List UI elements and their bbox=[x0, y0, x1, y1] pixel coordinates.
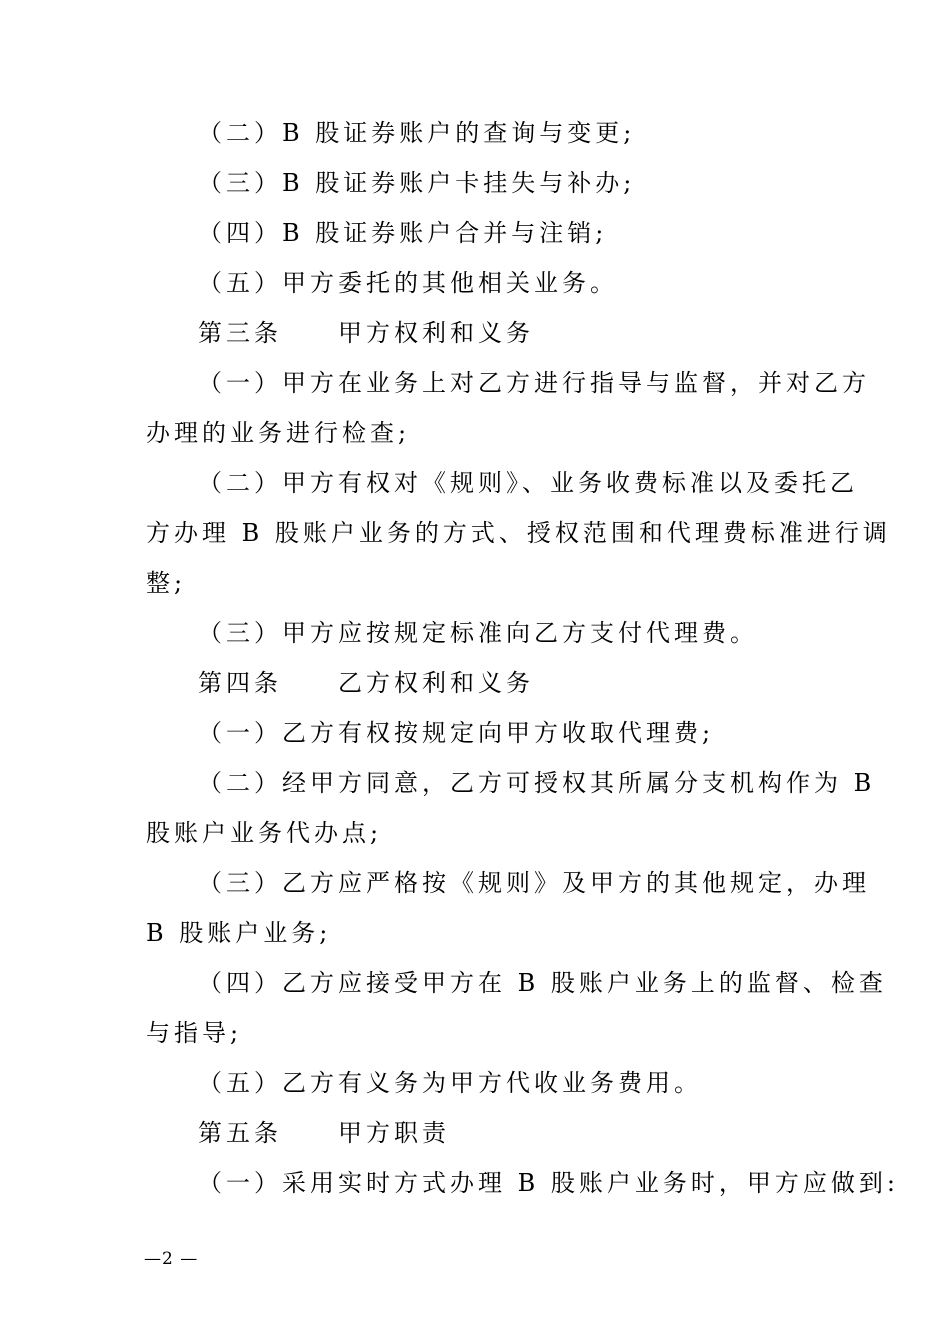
paragraph-line: 与指导; bbox=[146, 1019, 243, 1047]
paragraph-line: （三）甲方应按规定标准向乙方支付代理费。 bbox=[198, 619, 758, 647]
article-number: 第三条 bbox=[198, 319, 282, 347]
paragraph-line: （四）B 股证券账户合并与注销; bbox=[198, 219, 608, 247]
paragraph-line: 整; bbox=[146, 569, 187, 597]
paragraph-line: （二）经甲方同意，乙方可授权其所属分支机构作为 B bbox=[198, 769, 876, 797]
article-title: 甲方权利和义务 bbox=[338, 319, 534, 347]
article-heading-4 bbox=[198, 668, 534, 698]
paragraph-line: （一）采用实时方式办理 B 股账户业务时，甲方应做到: bbox=[198, 1169, 899, 1197]
page-number: —2 — bbox=[144, 1249, 199, 1269]
paragraph-line: （一）乙方有权按规定向甲方收取代理费; bbox=[198, 719, 715, 747]
paragraph-line: 股账户业务代办点; bbox=[146, 819, 383, 847]
paragraph-line: B 股账户业务; bbox=[146, 919, 332, 947]
article-number: 第五条 bbox=[198, 1119, 282, 1147]
paragraph-line: （三）乙方应严格按《规则》及甲方的其他规定，办理 bbox=[198, 869, 870, 897]
paragraph-line: 方办理 B 股账户业务的方式、授权范围和代理费标准进行调 bbox=[146, 519, 891, 547]
paragraph-line: （四）乙方应接受甲方在 B 股账户业务上的监督、检查 bbox=[198, 969, 887, 997]
paragraph-line: （一）甲方在业务上对乙方进行指导与监督，并对乙方 bbox=[198, 369, 870, 397]
paragraph-line: （三）B 股证券账户卡挂失与补办; bbox=[198, 169, 636, 197]
paragraph-line: （五）甲方委托的其他相关业务。 bbox=[198, 269, 618, 297]
article-number: 第四条 bbox=[198, 669, 282, 697]
article-heading-5 bbox=[198, 1118, 450, 1148]
paragraph-line: （五）乙方有义务为甲方代收业务费用。 bbox=[198, 1069, 702, 1097]
article-title: 甲方职责 bbox=[338, 1119, 450, 1147]
paragraph-line: （二）B 股证券账户的查询与变更; bbox=[198, 119, 636, 147]
paragraph-line: 办理的业务进行检查; bbox=[146, 419, 411, 447]
paragraph-line: （二）甲方有权对《规则》、业务收费标准以及委托乙 bbox=[198, 469, 858, 497]
article-heading-3 bbox=[198, 318, 534, 348]
article-title: 乙方权利和义务 bbox=[338, 669, 534, 697]
